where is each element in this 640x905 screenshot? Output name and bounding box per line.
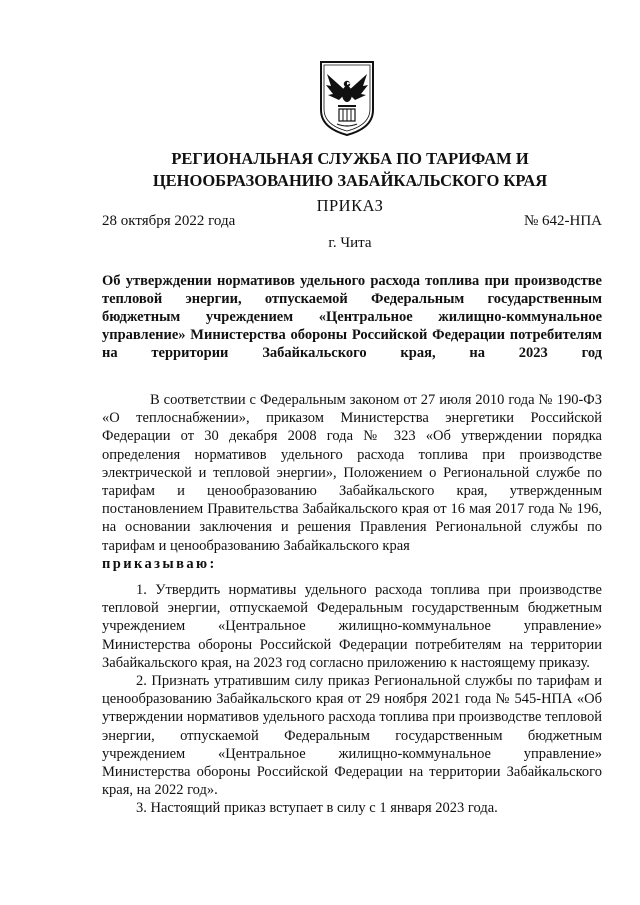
document-type: ПРИКАЗ <box>316 196 384 215</box>
organization-line-2: ЦЕНООБРАЗОВАНИЮ ЗАБАЙКАЛЬСКОГО КРАЯ <box>152 171 548 190</box>
order-items <box>102 581 602 818</box>
coat-of-arms-emblem <box>317 58 377 138</box>
preamble-section <box>102 391 602 573</box>
order-item-1: 1. Утвердить нормативы удельного расхода топлива при производстве тепловой энергии, отпускаемой Федеральным государственным бюджетным учреждением «Центральное жилищно-коммунальное управление» Министерства обороны Российской Федерации потребителям на территории Забайкальского края, на 2023 год согласно приложению к настоящему приказу. <box>102 582 602 671</box>
document-number: № 642-НПА <box>523 213 602 229</box>
document-city: г. Чита <box>328 235 372 251</box>
order-word-text: приказываю: <box>102 555 217 572</box>
order-item-2: 2. Признать утратившим силу приказ Региональной службы по тарифам и ценообразованию Забайкальского края от 29 ноября 2021 года № 545-НПА «Об утверждении нормативов удельного расхода топлива при производстве тепловой энергии, отпускаемой Федеральным государственным бюджетным учреждением «Центральное жилищно-коммунальное управление» Министерства обороны Российской Федерации на территории Забайкальского края, на 2022 год». <box>102 673 602 799</box>
preamble-paragraph: В соответствии с Федеральным законом от 27 июля 2010 года № 190-ФЗ «О теплоснабжении», приказом Министерства энергетики Российской Федерации от 30 декабря 2008 года № 323 «Об утверждении порядка определения нормативов удельного расхода топлива при производстве электрической и тепловой энергии», Положением о Региональной службе по тарифам и ценообразованию Забайкальского края, утвержденным постановлением Правительства Забайкальского края от 16 мая 2017 года № 196, на основании заключения и решения Правления Региональной службы по тарифам и ценообразованию Забайкальского края <box>102 392 602 554</box>
order-word <box>102 555 602 573</box>
document-title: Об утверждении нормативов удельного расхода топлива при производстве тепловой энергии, отпускаемой Федеральным государственным бюджетным учреждением «Центральное жилищно-коммунальное управление» Министерства обороны Российской Федерации потребителям на территории Забайкальского края, на 2023 год <box>102 273 602 361</box>
organization-line-1: РЕГИОНАЛЬНАЯ СЛУЖБА ПО ТАРИФАМ И <box>171 149 529 168</box>
organization-name <box>100 148 600 192</box>
order-item-3: 3. Настоящий приказ вступает в силу с 1 января 2023 года. <box>136 800 498 817</box>
document-date: 28 октября 2022 года <box>102 213 236 229</box>
